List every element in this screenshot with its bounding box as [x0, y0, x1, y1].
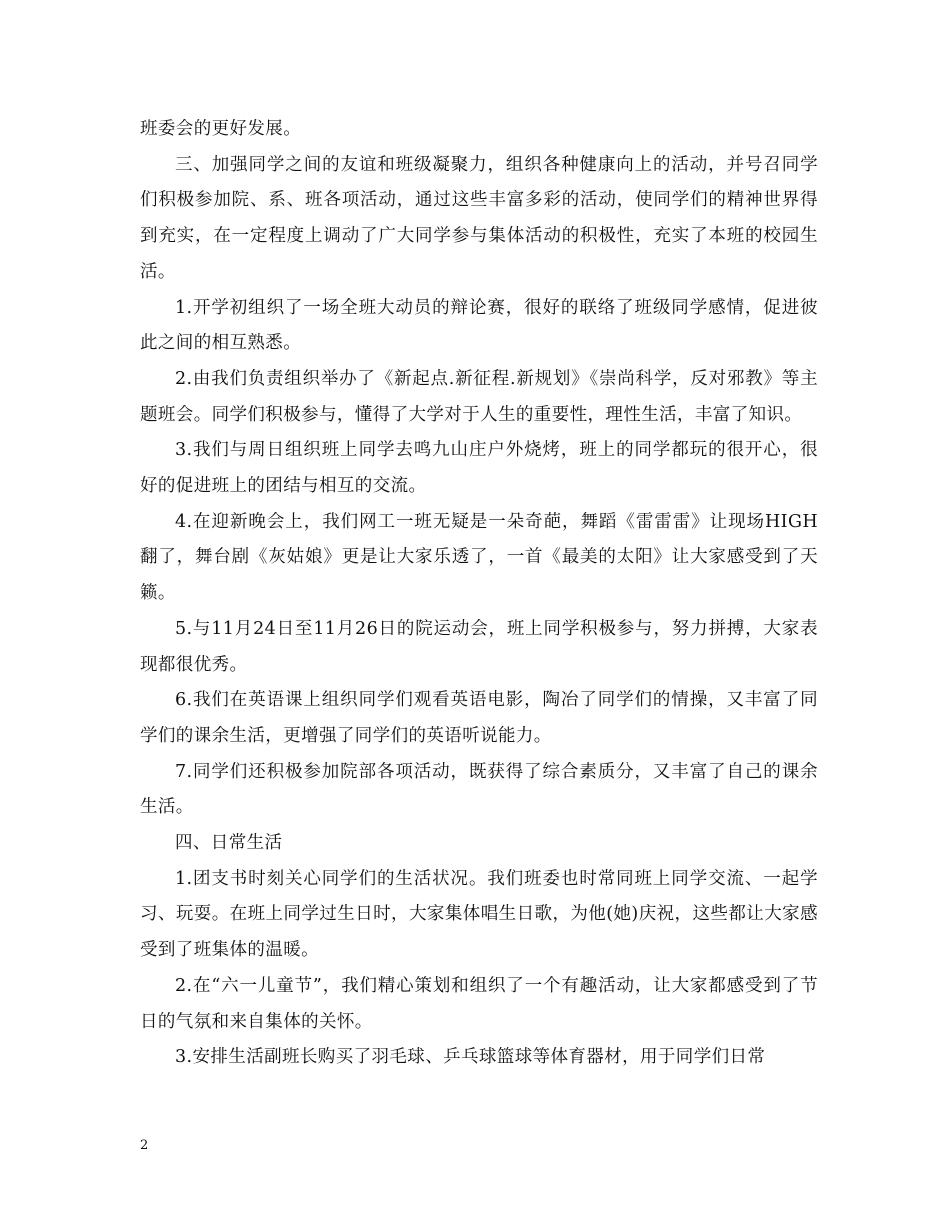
paragraph-7: 5.与11月24日至11月26日的院运动会，班上同学积极参与，努力拼搏，大家表现都很优秀。: [140, 618, 818, 675]
section-heading-daily-life: 四、日常生活: [175, 833, 283, 854]
paragraph-4: 2.由我们负责组织举办了《新起点.新征程.新规划》《崇尚科学，反对邪教》等主题班会。同学们积极参与，懂得了大学对于人生的重要性，理性生活，丰富了知识。: [140, 368, 818, 425]
paragraph-3: 1.开学初组织了一场全班大动员的辩论赛，很好的联络了班级同学感情，促进彼此之间的相互熟悉。: [140, 297, 818, 354]
page-number: 2: [140, 1138, 149, 1153]
paragraph-2: 三、加强同学之间的友谊和班级凝聚力，组织各种健康向上的活动，并号召同学们积极参加院、系、班各项活动，通过这些丰富多彩的活动，使同学们的精神世界得到充实，在一定程度上调动了广大同学参与集体活动的积极性，充实了本班的校园生活。: [140, 154, 818, 282]
paragraph-13: 3.安排生活副班长购买了羽毛球、乒乓球篮球等体育器材，用于同学们日常: [175, 1047, 766, 1068]
paragraph-6: 4.在迎新晚会上，我们网工一班无疑是一朵奇葩，舞蹈《雷雷雷》让现场HIGH翻了，舞台剧《灰姑娘》更是让大家乐透了，一首《最美的太阳》让大家感受到了天籁。: [140, 511, 818, 604]
paragraph-11: 1.团支书时刻关心同学们的生活状况。我们班委也时常同班上同学交流、一起学习、玩耍。在班上同学过生日时，大家集体唱生日歌，为他(她)庆祝，这些都让大家感受到了班集体的温暖。: [140, 868, 818, 961]
paragraph-5: 3.我们与周日组织班上同学去鸣九山庄户外烧烤，班上的同学都玩的很开心，很好的促进班上的团结与相互的交流。: [140, 440, 818, 497]
paragraph-8: 6.我们在英语课上组织同学们观看英语电影，陶冶了同学们的情操，又丰富了同学们的课余生活，更增强了同学们的英语听说能力。: [140, 690, 818, 746]
document-body: [140, 112, 818, 1076]
paragraph-9: 7.同学们还积极参加院部各项活动，既获得了综合素质分，又丰富了自己的课余生活。: [140, 761, 818, 818]
paragraph-1: 班委会的更好发展。: [140, 119, 302, 139]
paragraph-12: 2.在“六一儿童节”，我们精心策划和组织了一个有趣活动，让大家都感受到了节日的气氛和来自集体的关怀。: [140, 975, 818, 1032]
